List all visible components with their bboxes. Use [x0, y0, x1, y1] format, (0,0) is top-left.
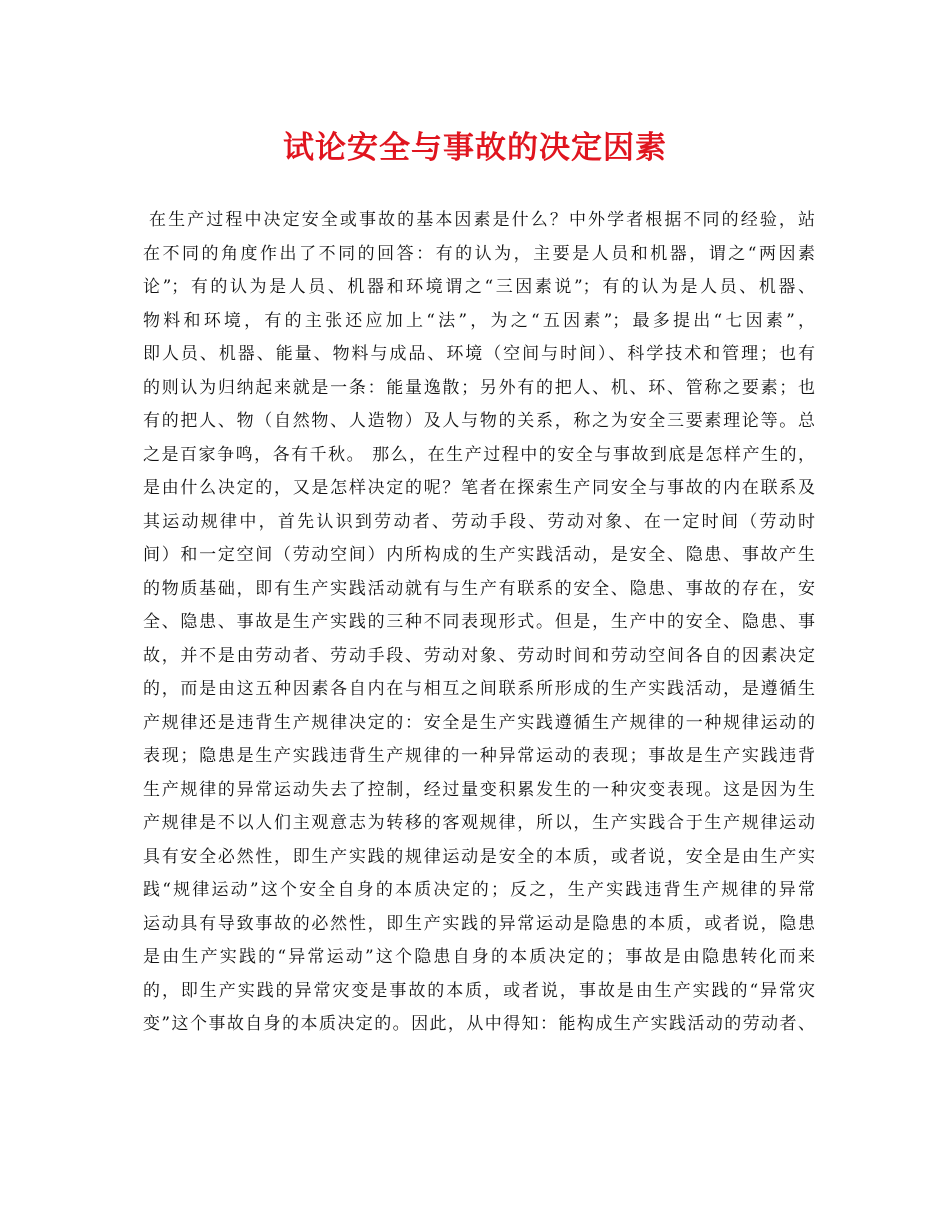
document-body — [143, 204, 815, 1042]
body-line: 运动具有导致事故的必然性，即生产实践的异常运动是隐患的本质，或者说，隐患 — [143, 913, 815, 934]
body-line: 是由生产实践的“异常运动”这个隐患自身的本质决定的；事故是由隐患转化而来 — [143, 947, 815, 967]
body-line: 之是百家争鸣，各有千秋。 那么，在生产过程中的安全与事故到底是怎样产生的， — [143, 444, 815, 465]
body-line: 表现；隐患是生产实践违背生产规律的一种异常运动的表现；事故是生产实践违背 — [143, 746, 815, 766]
body-line: 的则认为归纳起来就是一条：能量逸散；另外有的把人、机、环、管称之要素；也 — [143, 377, 815, 398]
body-line: 在不同的角度作出了不同的回答：有的认为，主要是人员和机器，谓之“两因素 — [143, 243, 815, 264]
body-line: 即人员、机器、能量、物料与成品、环境（空间与时间）、科学技术和管理；也有 — [143, 344, 815, 364]
body-line: 变”这个事故自身的本质决定的。因此，从中得知：能构成生产实践活动的劳动者、 — [143, 1014, 815, 1034]
document-title: 试论安全与事故的决定因素 — [283, 130, 667, 166]
body-line: 在生产过程中决定安全或事故的基本因素是什么？中外学者根据不同的经验，站 — [149, 210, 815, 230]
body-line: 的物质基础，即有生产实践活动就有与生产有联系的安全、隐患、事故的存在，安 — [143, 578, 815, 599]
body-line: 践“规律运动”这个安全自身的本质决定的；反之，生产实践违背生产规律的异常 — [143, 880, 815, 900]
body-line: 生产规律的异常运动失去了控制，经过量变积累发生的一种灾变表现。这是因为生 — [143, 779, 815, 800]
body-line: 有的把人、物（自然物、人造物）及人与物的关系，称之为安全三要素理论等。总 — [143, 411, 815, 431]
body-line: 是由什么决定的，又是怎样决定的呢？笔者在探索生产同安全与事故的内在联系及 — [143, 478, 815, 498]
body-line: 具有安全必然性，即生产实践的规律运动是安全的本质，或者说，安全是由生产实 — [143, 846, 815, 867]
body-line: 物料和环境，有的主张还应加上“法”，为之“五因素”；最多提出“七因素”， — [143, 310, 815, 331]
body-line: 间）和一定空间（劳动空间）内所构成的生产实践活动，是安全、隐患、事故产生 — [143, 545, 815, 565]
body-line: 故，并不是由劳动者、劳动手段、劳动对象、劳动时间和劳动空间各自的因素决定 — [143, 645, 815, 666]
body-line: 产规律还是违背生产规律决定的：安全是生产实践遵循生产规律的一种规律运动的 — [143, 712, 815, 733]
body-line: 的，而是由这五种因素各自内在与相互之间联系所形成的生产实践活动，是遵循生 — [143, 679, 815, 699]
body-line: 论”；有的认为是人员、机器和环境谓之“三因素说”；有的认为是人员、机器、 — [143, 277, 815, 297]
body-line: 产规律是不以人们主观意志为转移的客观规律，所以，生产实践合于生产规律运动 — [143, 813, 815, 833]
body-line: 全、隐患、事故是生产实践的三种不同表现形式。但是，生产中的安全、隐患、事 — [143, 612, 815, 632]
body-line: 的，即生产实践的异常灾变是事故的本质，或者说，事故是由生产实践的“异常灾 — [143, 980, 815, 1001]
body-line: 其运动规律中，首先认识到劳动者、劳动手段、劳动对象、在一定时间（劳动时 — [143, 511, 815, 532]
